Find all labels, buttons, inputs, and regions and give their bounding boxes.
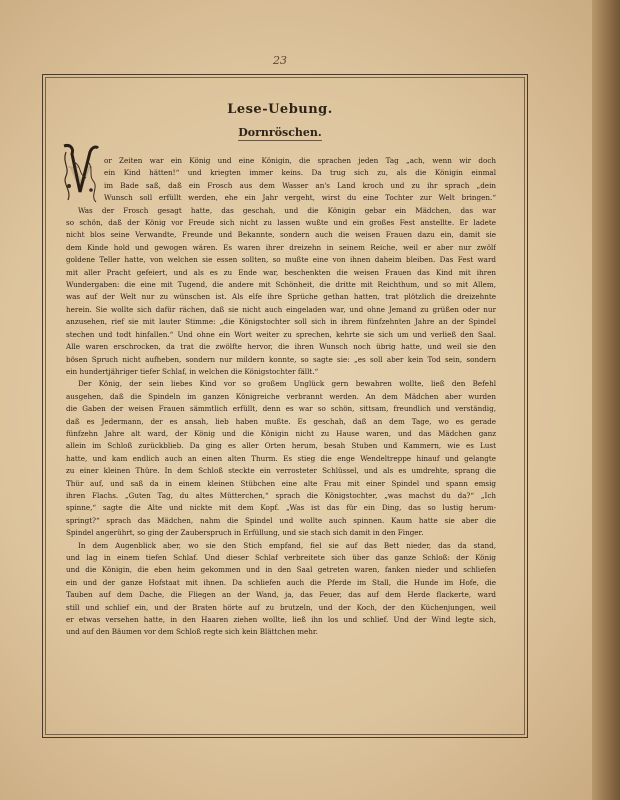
text-line: zu einer kleinen Thüre. In dem Schloß steckte ein verrosteter Schlüssel, und als es umdrehte, sprang die [66, 466, 496, 476]
text-line: und die Königin, die eben heim gekommen und in den Saal getreten waren, fanken nieder und schliefen [66, 565, 496, 575]
text-line: still und schlief ein, und der Braten hörte auf zu brutzeln, und der Koch, der den Küchenjungen, weil [66, 602, 496, 612]
text-line: dem Kinde hold und gewogen wären. Es waren ihrer dreizehn in seinem Reiche, weil er aber nur zwölf [66, 242, 496, 252]
text-line: Wunsch soll erfüllt werden, ehe ein Jahr vergeht, wirst du eine Tochter zur Welt bringen.“ [104, 193, 496, 203]
text-line: Spindel angerührt, so ging der Zauberspruch in Erfüllung, und sie stach sich damit in den Finger. [66, 528, 424, 538]
text-line: daß es Jedermann, der es ansah, lieb haben mußte. Es geschah, daß an dem Tage, wo es gerade [66, 416, 496, 426]
story-title-text: Dornröschen. [238, 126, 322, 139]
text-line: was auf der Welt nur zu wünschen ist. Als elfe ihre Sprüche gethan hatten, trat plötzlich die dreizehnte [66, 292, 496, 302]
text-line: nicht blos seine Verwandte, Freunde und Bekannte, sondern auch die weisen Frauen dazu ein, damit sie [66, 230, 496, 240]
text-line: so schön, daß der König vor Freude sich nicht zu lassen wußte und ein großes Fest anstellte. Er ladete [66, 218, 496, 228]
initial-letter: V [68, 161, 92, 196]
text-line: or Zeiten war ein König und eine Königin, die sprachen jeden Tag „ach, wenn wir doch [104, 156, 496, 165]
text-line: spinne,“ sagte die Alte und nickte mit dem Kopf. „Was ist das für ein Ding, das so lustig herum- [66, 503, 496, 513]
story-title [0, 126, 560, 139]
text-line: stechen und todt hinfallen.“ Und ohne ein Wort weiter zu sprechen, kehrte sie sich um und verließ den Saal. [66, 329, 496, 339]
text-line: fünfzehn Jahre alt ward, der König und die Königin nicht zu Hause waren, und das Mädchen ganz [66, 428, 496, 438]
text-line: im Bade saß, daß ein Frosch aus dem Wasser an's Land kroch und zu ihr sprach „dein [104, 180, 496, 190]
text-line: hatte, und kam endlich auch an einen alten Thurm. Es stieg die enge Wendeltreppe hinauf und gelangte [66, 453, 496, 463]
text-line: mit aller Pracht gefeiert, und als es zu Ende war, beschenkten die weisen Frauen das Kind mit ihren [66, 267, 496, 277]
text-line: er etwas versehen hatte, in den Haaren ziehen wollte, ließ ihn los und schlief. Und der Wind legte sich, [66, 615, 496, 625]
book-spine [592, 0, 620, 800]
text-line: Der König, der sein liebes Kind vor so großem Unglück gern bewahren wollte, ließ den Befehl [78, 379, 496, 389]
text-line: In dem Augenblick aber, wo sie den Stich empfand, fiel sie auf das Bett nieder, das da stand, [78, 540, 496, 550]
text-line: bösen Spruch nicht aufheben, sondern nur mildern konnte, so sagte sie: „es soll aber kein Tod sein, sondern [66, 354, 496, 364]
text-line: ein und der ganze Hofstaat mit ihnen. Da schliefen auch die Pferde im Stall, die Hunde im Hofe, die [66, 577, 496, 587]
text-line: ein hundertjähriger tiefer Schlaf, in welchen die Königstochter fällt.“ [66, 366, 319, 376]
story-text [66, 155, 496, 639]
text-line: herein. Sie wollte sich dafür rächen, daß sie nicht auch eingeladen war, und ohne Jemand zu grüßen oder nur [66, 304, 496, 314]
text-line: ein Kind hätten!“ und kriegten immer keins. Da trug sich zu, als die Königin einmal [104, 168, 496, 178]
text-line: goldene Teller hatte, von welchen sie essen sollten, so mußte eine von ihnen daheim bleiben. Das Fest ward [66, 255, 496, 265]
text-line: Tauben auf dem Dache, die Fliegen an der Wand, ja, das Feuer, das auf dem Herde flackerte, ward [66, 590, 496, 600]
lesson-heading: Lese-Uebung. [227, 102, 333, 117]
text-line: die Gaben der weisen Frauen sämmtlich erfüllt, denn es war so schön, sittsam, freundlich und verständig, [66, 404, 496, 414]
text-line: Wundergaben: die eine mit Tugend, die andere mit Schönheit, die dritte mit Reichthum, und so mit Allem, [66, 280, 496, 290]
text-line: anzusehen, rief sie mit lauter Stimme: „die Königstochter soll sich in ihrem fünfzehnten Jahre an der Spindel [66, 317, 496, 327]
text-line: ausgehen, daß die Spindeln im ganzen Königreiche verbrannt werden. An dem Mädchen aber wurden [66, 391, 496, 401]
page-number: 23 [273, 54, 287, 67]
text-line: Thür auf, und saß da in einem kleinen Stübchen eine alte Frau mit einer Spindel und spann emsig [66, 478, 496, 488]
text-line: ihren Flachs. „Guten Tag, du altes Mütterchen,“ sprach die Königstochter, „was machst du da?“ „Ich [66, 490, 496, 500]
text-line: Alle waren erschrocken, da trat die zwölfte hervor, die ihren Wunsch noch übrig hatte, und weil sie den [66, 342, 496, 352]
text-line: springt?“ sprach das Mädchen, nahm die Spindel und wollte auch spinnen. Kaum hatte sie aber die [66, 515, 496, 525]
text-line: Was der Frosch gesagt hatte, das geschah, und die Königin gebar ein Mädchen, das war [78, 205, 496, 215]
text-line: allein im Schloß zurückblieb. Da ging es aller Orten herum, besah Stuben und Kammern, wie es Lust [66, 441, 496, 451]
text-line: und lag in einem tiefen Schlaf. Und dieser Schlaf verbreitete sich über das ganze Schloß: der König [66, 553, 496, 562]
text-line: und auf den Bäumen vor dem Schloß regte sich kein Blättchen mehr. [66, 627, 318, 637]
